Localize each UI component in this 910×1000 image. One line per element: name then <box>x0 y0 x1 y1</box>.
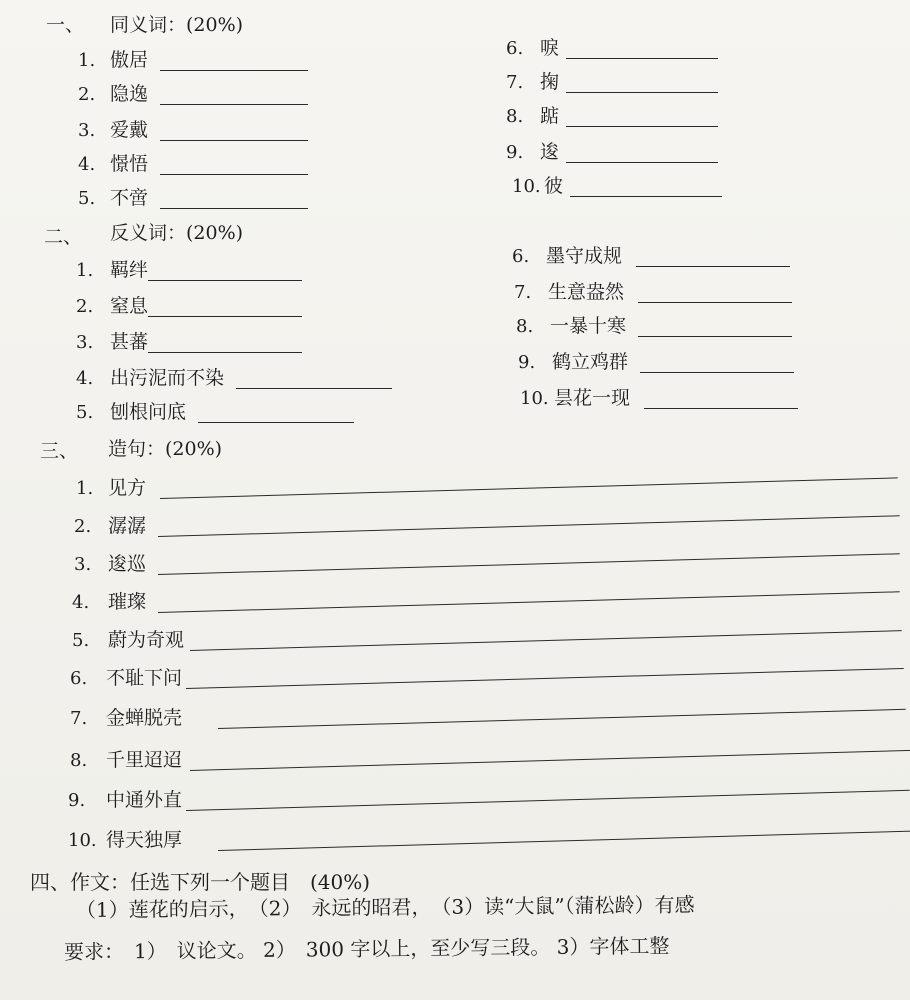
item-number: 4. <box>72 592 90 613</box>
item-number: 1. <box>78 50 96 71</box>
item-number: 5. <box>72 630 90 651</box>
answer-blank[interactable] <box>190 750 910 771</box>
item-word: 唳 <box>540 37 560 59</box>
answer-blank[interactable] <box>160 140 308 141</box>
item-word: 窒息 <box>110 295 149 317</box>
item-number: 3. <box>76 332 94 353</box>
answer-blank[interactable] <box>218 831 910 851</box>
answer-blank[interactable] <box>640 372 794 373</box>
item-number: 1. <box>76 478 94 499</box>
section3-marker: 三、 <box>40 440 79 462</box>
answer-blank[interactable] <box>198 422 354 423</box>
item-number: 4. <box>76 368 94 389</box>
item-word: 金蝉脱壳 <box>106 707 183 729</box>
item-number: 10. <box>512 176 541 197</box>
answer-blank[interactable] <box>186 668 904 689</box>
answer-blank[interactable] <box>148 280 302 281</box>
answer-blank[interactable] <box>636 266 790 267</box>
answer-blank[interactable] <box>638 302 792 303</box>
item-number: 7. <box>514 282 532 303</box>
item-number: 6. <box>506 38 524 59</box>
answer-blank[interactable] <box>644 408 798 409</box>
item-number: 10. <box>520 388 549 409</box>
item-word: 鹤立鸡群 <box>552 351 629 373</box>
answer-blank[interactable] <box>218 709 906 729</box>
item-word: 中通外直 <box>106 789 183 811</box>
item-word: 逡巡 <box>108 553 147 575</box>
answer-blank[interactable] <box>160 104 308 105</box>
item-word: 生意盎然 <box>548 281 625 303</box>
item-word: 一暴十寒 <box>550 315 627 337</box>
answer-blank[interactable] <box>160 70 308 71</box>
answer-blank[interactable] <box>570 196 722 197</box>
answer-blank[interactable] <box>158 591 900 613</box>
item-word: 见方 <box>108 477 147 499</box>
item-word: 爱戴 <box>110 119 149 141</box>
answer-blank[interactable] <box>566 162 718 163</box>
item-number: 5. <box>76 402 94 423</box>
section4-topics: （1）莲花的启示， （2） 永远的昭君， （3）读“大鼠”（蒲松龄）有感 <box>75 892 695 922</box>
answer-blank[interactable] <box>236 388 392 389</box>
item-word: 逡 <box>540 141 560 163</box>
answer-blank[interactable] <box>158 553 900 575</box>
item-word: 彼 <box>544 175 564 197</box>
item-word: 璀璨 <box>108 591 147 613</box>
item-word: 刨根问底 <box>110 401 187 423</box>
item-number: 3. <box>78 120 96 141</box>
item-number: 9. <box>68 790 86 811</box>
item-word: 昙花一现 <box>554 387 631 409</box>
item-word: 掬 <box>540 71 560 93</box>
item-number: 6. <box>70 668 88 689</box>
item-number: 8. <box>70 750 88 771</box>
answer-blank[interactable] <box>190 630 902 651</box>
item-number: 9. <box>518 352 536 373</box>
item-word: 甚蕃 <box>110 331 149 353</box>
item-number: 10. <box>68 830 97 851</box>
section1-marker: 一、 <box>46 14 85 36</box>
item-word: 傲居 <box>110 49 149 71</box>
answer-blank[interactable] <box>160 174 308 175</box>
item-number: 7. <box>70 708 88 729</box>
item-word: 羁绊 <box>110 259 149 281</box>
item-word: 不耻下问 <box>106 667 183 689</box>
answer-blank[interactable] <box>160 477 898 499</box>
item-number: 5. <box>78 188 96 209</box>
item-number: 7. <box>506 72 524 93</box>
answer-blank[interactable] <box>566 126 718 127</box>
item-number: 1. <box>76 260 94 281</box>
section4-title: 四、作文：任选下列一个题目 (40%) <box>30 870 371 894</box>
answer-blank[interactable] <box>160 208 308 209</box>
item-word: 憬悟 <box>110 153 149 175</box>
section2-title: 反义词：(20%) <box>110 222 244 244</box>
item-number: 2. <box>74 516 92 537</box>
item-number: 8. <box>506 106 524 127</box>
item-number: 2. <box>76 296 94 317</box>
item-word: 千里迢迢 <box>106 749 183 771</box>
section3-title: 造句：(20%) <box>108 438 223 460</box>
section4-requirements: 要求： 1） 议论文。 2） 300 字以上，至少写三段。 3）字体工整 <box>63 933 670 964</box>
section2-marker: 二、 <box>44 226 83 248</box>
answer-blank[interactable] <box>566 92 718 93</box>
item-word: 潺潺 <box>108 515 147 537</box>
item-number: 6. <box>512 246 530 267</box>
item-number: 4. <box>78 154 96 175</box>
answer-blank[interactable] <box>566 58 718 59</box>
answer-blank[interactable] <box>148 352 302 353</box>
item-word: 不啻 <box>110 187 149 209</box>
item-word: 得天独厚 <box>106 829 183 851</box>
answer-blank[interactable] <box>158 515 900 537</box>
section1-title: 同义词：(20%) <box>110 14 244 36</box>
answer-blank[interactable] <box>148 316 302 317</box>
item-number: 8. <box>516 316 534 337</box>
item-word: 踮 <box>540 105 560 127</box>
item-word: 墨守成规 <box>546 245 623 267</box>
item-number: 3. <box>74 554 92 575</box>
item-number: 9. <box>506 142 524 163</box>
item-word: 隐逸 <box>110 83 149 105</box>
answer-blank[interactable] <box>186 790 910 811</box>
item-number: 2. <box>78 84 96 105</box>
item-word: 出污泥而不染 <box>110 367 225 389</box>
answer-blank[interactable] <box>638 336 792 337</box>
item-word: 蔚为奇观 <box>108 629 185 651</box>
